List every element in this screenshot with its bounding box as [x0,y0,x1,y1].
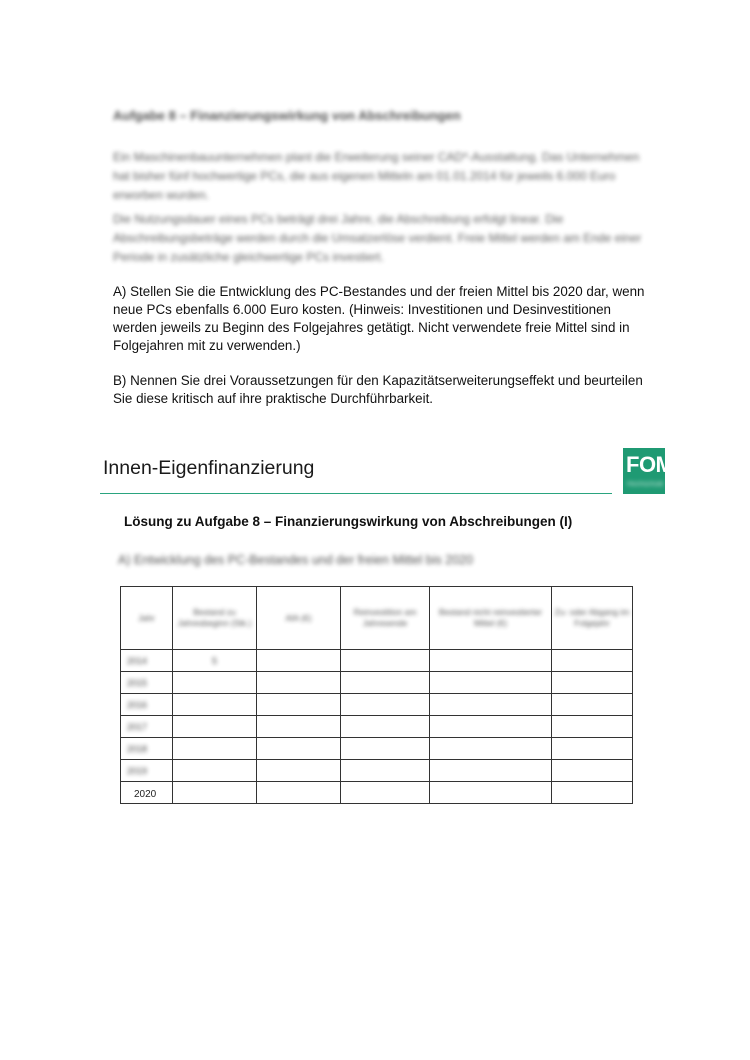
table-row [121,738,633,760]
row-bestand-cell [173,716,257,738]
table-cell [552,782,633,804]
table-cell [430,672,552,694]
table-cell [430,716,552,738]
row-year-cell [121,672,173,694]
table-header-row [121,587,633,650]
year-text: 2019 [127,765,148,776]
table-cell [257,716,341,738]
header-zu-abgang: Zu- oder Abgang im Folgejahr [552,587,633,650]
table-cell [341,782,430,804]
table-cell [430,650,552,672]
bestand-text: 5 [211,655,217,666]
row-year-cell [121,694,173,716]
header-bestand-mittel: Bestand nicht reinvestierter Mittel (€) [430,587,552,650]
task-title: Aufgabe 8 – Finanzierungswirkung von Abschreibungen [113,108,461,123]
header-bestand: Bestand zu Jahresbeginn (Stk.) [173,587,257,650]
row-bestand-cell [173,672,257,694]
logo-subtext: Hochschule [627,481,664,488]
year-text: 2015 [127,677,148,688]
solution-table [120,586,633,804]
table-cell [341,760,430,782]
table-cell [257,694,341,716]
table-cell [341,716,430,738]
table-cell [552,672,633,694]
table-cell [430,738,552,760]
row-year-cell [121,760,173,782]
header-afa: AfA (€) [257,587,341,650]
table-cell [552,650,633,672]
table-row [121,650,633,672]
question-b: B) Nennen Sie drei Voraussetzungen für den Kapazitätserweiterungseffekt und beurteilen Sie diese kritisch auf ihre praktische Durchführbarkeit. [113,373,643,406]
table-cell [173,782,257,804]
row-bestand-cell [173,738,257,760]
row-year-cell [121,650,173,672]
table-row-last [121,782,633,804]
table-cell [341,672,430,694]
table-cell [430,760,552,782]
header-jahr: Jahr [121,587,173,650]
table-cell [257,738,341,760]
question-a: A) Stellen Sie die Entwicklung des PC-Bestandes und der freien Mittel bis 2020 dar, wenn neue PCs ebenfalls 6.000 Euro kosten. (Hinweis: Investitionen und Desinvestitionen werden jeweils zu Beginn des Folgejahres getätigt. Nicht verwendete freie Mittel sind in Folgejahren mit zu verwenden.) [113,284,645,353]
table-cell [257,760,341,782]
row-year-cell [121,716,173,738]
row-year-cell [121,738,173,760]
table-row [121,716,633,738]
table-row [121,672,633,694]
table-cell [257,672,341,694]
table-cell [552,716,633,738]
row-bestand-cell [173,694,257,716]
table-cell [257,650,341,672]
table-cell [552,760,633,782]
solution-subtitle: A) Entwicklung des PC-Bestandes und der freien Mittel bis 2020 [118,553,474,567]
logo-text: FOM [626,452,674,477]
solution-title: Lösung zu Aufgabe 8 – Finanzierungswirkung von Abschreibungen (I) [124,514,573,529]
table-row [121,694,633,716]
table-cell [430,782,552,804]
solution-table-wrapper [120,586,632,802]
table-cell [341,650,430,672]
table-cell [341,694,430,716]
year-text: 2016 [127,699,148,710]
year-text: 2017 [127,721,148,732]
header-reinvestition: Reinvestition am Jahresende [341,587,430,650]
table-cell [341,738,430,760]
row-bestand-cell [173,650,257,672]
table-row [121,760,633,782]
table-cell [257,782,341,804]
slide-title-rule [100,493,612,494]
last-year-label: 2020 [134,789,157,800]
table-cell [552,738,633,760]
table-cell [430,694,552,716]
fom-logo [623,448,674,494]
task-intro-paragraph-1: Ein Maschinenbauunternehmen plant die Erweiterung seiner CAD*-Ausstattung. Das Unternehmen hat bisher fünf hochwertige PCs, die aus eigenen Mitteln am 01.01.2014 für jeweils 6.000 Euro erworben wurden. [113,150,640,202]
slide-title: Innen-Eigenfinanzierung [103,457,315,479]
year-text: 2018 [127,743,148,754]
year-text: 2014 [127,655,148,666]
row-bestand-cell [173,760,257,782]
task-intro-paragraph-2: Die Nutzungsdauer eines PCs beträgt drei Jahre, die Abschreibung erfolgt linear. Die Abschreibungsbeträge werden durch die Umsatzerlöse verdient. Freie Mittel werden am Ende einer Periode in zusätzliche gleichwertige PCs investiert. [113,212,642,264]
table-cell [552,694,633,716]
